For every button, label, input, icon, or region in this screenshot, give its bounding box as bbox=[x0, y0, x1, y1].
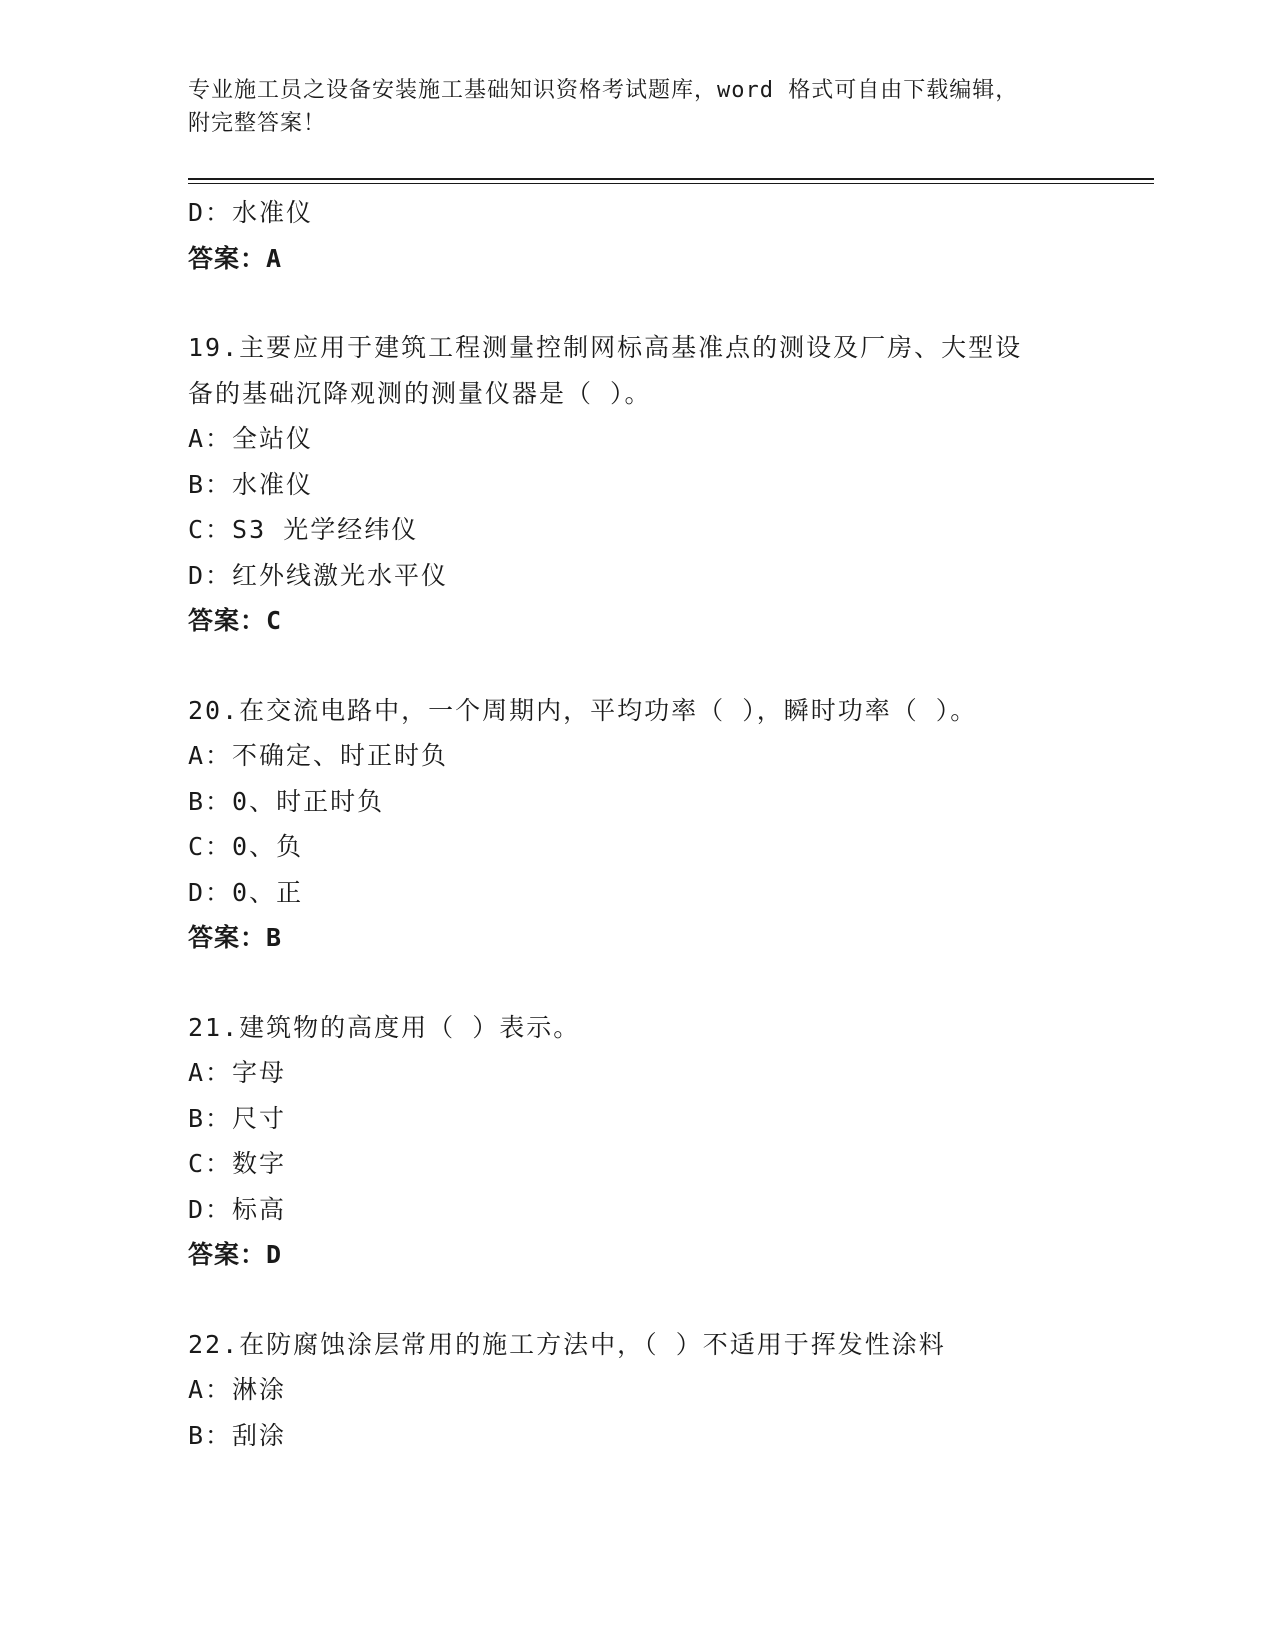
question-20 bbox=[188, 688, 1154, 961]
question-stem-line-2: 备的基础沉降观测的测量仪器是（ ）。 bbox=[188, 378, 652, 408]
option-c: C：0、负 bbox=[188, 832, 304, 861]
option-b: B：水准仪 bbox=[188, 469, 314, 499]
question-stem-line-1: 22.在防腐蚀涂层常用的施工方法中，（ ）不适用于挥发性涂料 bbox=[188, 1329, 946, 1359]
answer-line: 答案：B bbox=[188, 923, 283, 952]
option-c: C：数字 bbox=[188, 1149, 287, 1178]
previous-question-tail bbox=[188, 190, 1154, 281]
question-22 bbox=[188, 1322, 1154, 1459]
option-b: B：尺寸 bbox=[188, 1103, 287, 1133]
document-header bbox=[188, 74, 1088, 140]
option-a: A：淋涂 bbox=[188, 1375, 287, 1404]
option-d: D：标高 bbox=[188, 1194, 287, 1224]
option-d: D：红外线激光水平仪 bbox=[188, 560, 449, 590]
option-a: A：不确定、时正时负 bbox=[188, 741, 449, 770]
question-stem-line-1: 20.在交流电路中，一个周期内，平均功率（ ），瞬时功率（ ）。 bbox=[188, 695, 978, 725]
header-title-line-2: 附完整答案！ bbox=[188, 111, 327, 136]
header-title-line-1: 专业施工员之设备安装施工基础知识资格考试题库，word 格式可自由下载编辑， bbox=[188, 78, 1019, 103]
option-b: B：刮涂 bbox=[188, 1420, 287, 1450]
option-a: A：全站仪 bbox=[188, 424, 314, 453]
option-d: D：0、正 bbox=[188, 877, 304, 907]
answer-line: 答案：C bbox=[188, 606, 283, 635]
header-divider-thick bbox=[188, 178, 1154, 180]
option-c: C：S3 光学经纬仪 bbox=[188, 515, 419, 544]
option-b: B：0、时正时负 bbox=[188, 786, 385, 816]
question-list bbox=[188, 190, 1154, 1458]
question-stem-line-1: 21.建筑物的高度用（ ）表示。 bbox=[188, 1012, 581, 1042]
answer-line: 答案：D bbox=[188, 1240, 283, 1269]
question-stem-line-1: 19.主要应用于建筑工程测量控制网标高基准点的测设及厂房、大型设 bbox=[188, 333, 1023, 362]
answer-line: 答案：A bbox=[188, 243, 283, 273]
question-19 bbox=[188, 325, 1154, 644]
question-21 bbox=[188, 1005, 1154, 1278]
option-d: D：水准仪 bbox=[188, 198, 314, 227]
option-a: A：字母 bbox=[188, 1058, 287, 1087]
header-divider-thin bbox=[188, 183, 1154, 184]
